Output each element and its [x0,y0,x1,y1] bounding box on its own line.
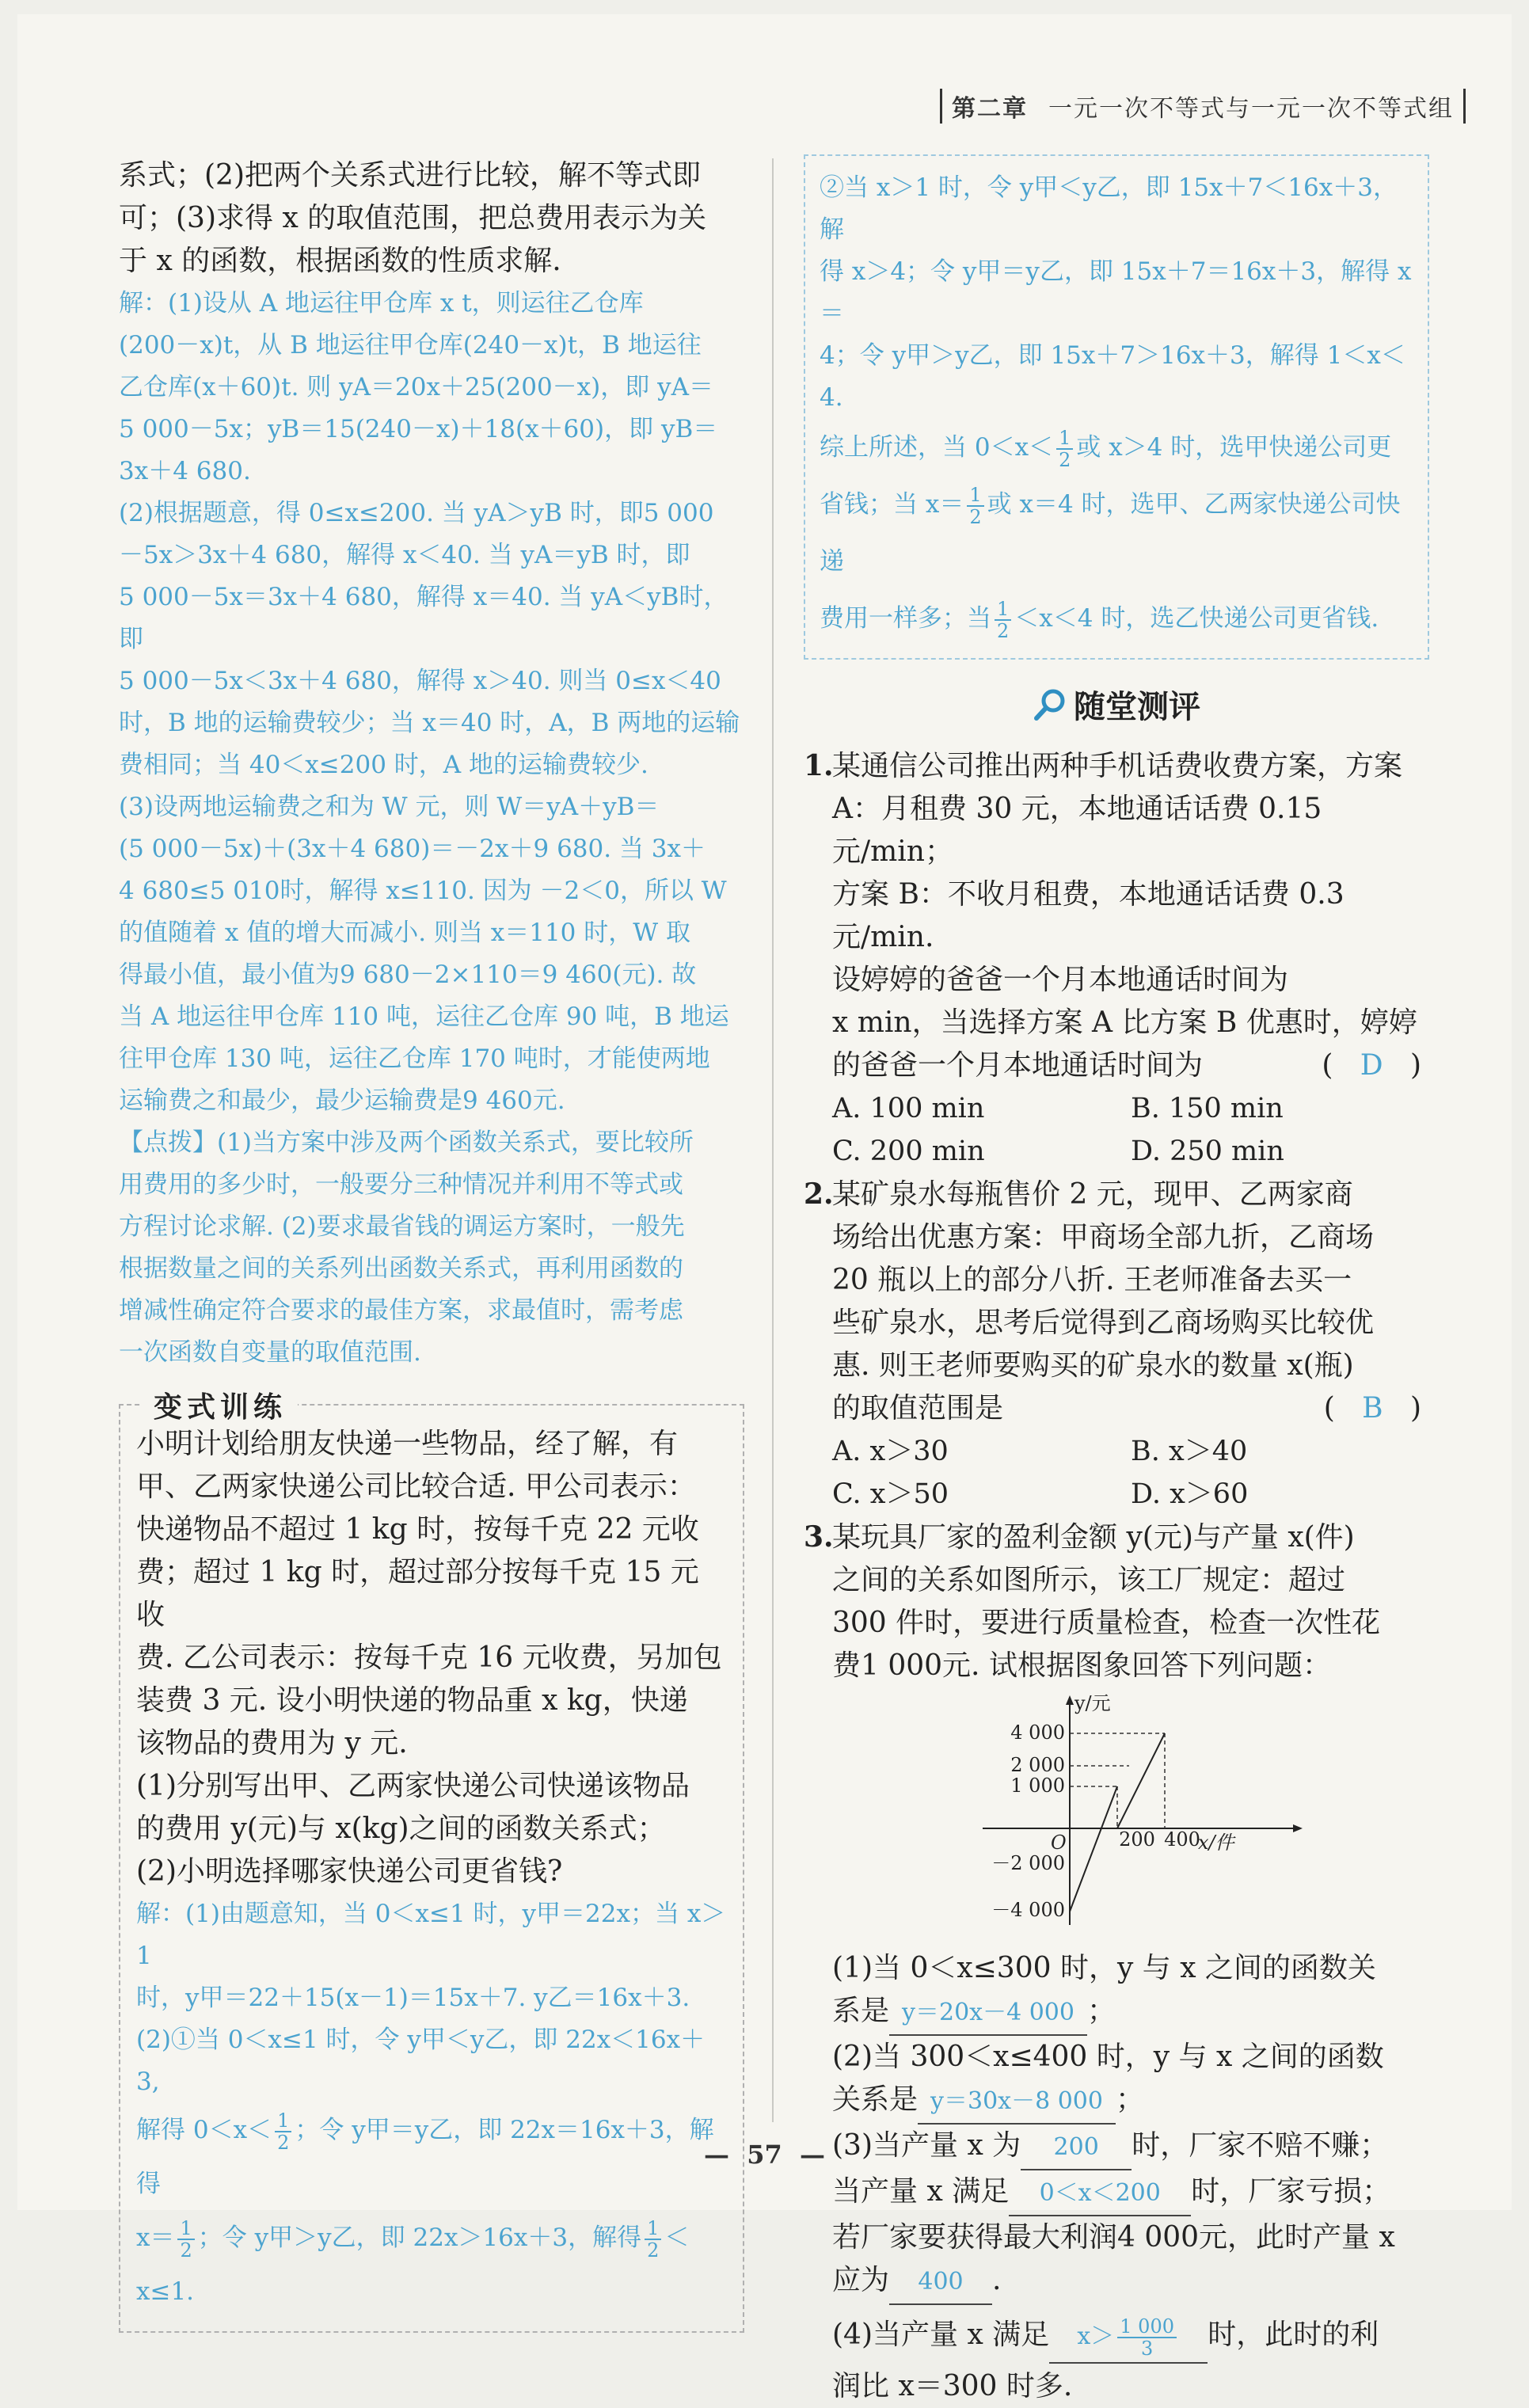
x-axis-label: x/件 [1198,1832,1234,1854]
x-tick-label: 200 [1119,1828,1155,1851]
solution-line: 5 000－5x＝3x＋4 680，解得 x＝40. 当 yA＜yB时，即 [119,583,728,653]
line-segment-1 [1070,1786,1117,1912]
answer-value: B [1362,1392,1383,1425]
answer-text: x＞ [1077,2322,1115,2350]
right-column [804,154,1429,2408]
solution-line: 当 A 地运往甲仓库 110 吨，运往乙仓库 90 吨，B 地运 [119,1002,729,1031]
chapter-label: 第二章 [952,95,1028,123]
tip-line: 方程讨论求解. (2)要求最省钱的调运方案时，一般先 [119,1212,685,1241]
intro-line: 于 x 的函数，根据函数的性质求解. [119,245,561,277]
fraction-numerator: 1 [1056,428,1073,450]
question-number: 2. [804,1177,834,1211]
text-fragment: 系是 [832,1995,890,2027]
tip-line: 用费用的多少时，一般要分三种情况并利用不等式或 [119,1170,683,1199]
solution-text [119,283,744,1122]
bracket-close: ) [1409,1049,1421,1082]
answer-blank: 400 [889,2261,992,2305]
text-fragment: 时，厂家不赔不赚； [1132,2129,1389,2162]
solution-line: 5 000－5x；yB＝15(240－x)＋18(x＋60)，即 yB＝ [119,415,718,443]
variant-line: 快递物品不超过 1 kg 时，按每千克 22 元收 [136,1513,699,1546]
question-line: 场给出优惠方案：甲商场全部九折，乙商场 [832,1221,1375,1253]
intro-text [119,154,744,283]
answer-blank: 200 [1021,2126,1132,2170]
text-fragment: x＝ [136,2224,175,2252]
question-text: 的取值范围是 [832,1392,1004,1425]
question-line: 某通信公司推出两种手机话费收费方案，方案 [832,750,1403,782]
solution-line: 时，B 地的运输费较少；当 x＝40 时，A，B 两地的运输 [119,709,740,737]
variant-title: 变式训练 [143,1385,298,1425]
line-segment-2 [1117,1733,1165,1828]
page-number-dash: — [703,2140,729,2170]
option: D. x＞60 [1131,1478,1249,1510]
page-number [0,2140,1529,2170]
tip-text [119,1122,744,1374]
question-line [832,2079,1429,2125]
question-line: 设婷婷的爸爸一个月本地通话时间为 [832,964,1289,996]
bracket-open: ( [1322,1049,1333,1082]
chapter-title: 一元一次不等式与一元一次不等式组 [1048,95,1454,123]
solution-line: (3)设两地运输费之和为 W 元，则 W＝yA＋yB＝ [119,793,660,821]
question-line [832,1990,1429,2036]
question-line: (2)当 300＜x≤400 时，y 与 x 之间的函数 [832,2041,1384,2073]
fraction [1117,2316,1177,2359]
question-line: x min，当选择方案 A 比方案 B 优惠时，婷婷 [832,1006,1417,1039]
variant-training-box [119,1391,744,2333]
origin-label: O [1051,1832,1067,1854]
answer-blank: y＝30x－8 000 [918,2080,1116,2125]
answer-value: D [1360,1049,1383,1082]
y-tick-label: －2 000 [991,1852,1065,1874]
y-axis-label: y/元 [1074,1692,1111,1714]
text-fragment: 解得 0＜x＜ [136,2116,272,2144]
variant-line: 小明计划给朋友快递一些物品，经了解，有 [136,1428,679,1460]
solution-line: (5 000－5x)＋(3x＋4 680)＝－2x＋9 680. 当 3x＋ [119,835,706,863]
x-axis-arrow [1293,1824,1303,1832]
text-fragment: (4)当产量 x 满足 [832,2319,1050,2351]
cont-line [820,476,1413,590]
fraction-denominator: 2 [277,2131,290,2154]
solution-line: 得最小值，最小值为9 680－2×110＝9 460(元). 故 [119,961,697,989]
running-header [940,89,1466,124]
question-line: 润比 x＝300 时多. [832,2370,1073,2402]
question-line [832,2170,1429,2216]
option: B. x＞40 [1131,1436,1248,1467]
question-line [832,2305,1429,2365]
question-line: 之间的关系如图所示，该工厂规定：超过 [832,1564,1346,1596]
solution-line: 乙仓库(x＋60)t. 则 yA＝20x＋25(200－x)，即 yA＝ [119,373,714,401]
fraction-numerator: 1 [275,2110,291,2132]
cont-line: ②当 x＞1 时，令 y甲＜y乙，即 15x＋7＜16x＋3，解 [820,173,1398,244]
question-3 [804,1516,1429,2408]
text-fragment: . [992,2264,1002,2296]
page-number-dash: — [800,2140,826,2170]
text-fragment: 当产量 x 满足 [832,2175,1010,2208]
question-text: 的爸爸一个月本地通话时间为 [832,1049,1204,1082]
variant-line: (2)小明选择哪家快递公司更省钱? [136,1855,563,1888]
variant-line: 甲、乙两家快递公司比较合适. 甲公司表示： [136,1470,696,1503]
y-tick-label: 2 000 [1010,1754,1065,1776]
fraction-denominator: 2 [969,505,982,528]
profit-graph [975,1694,1429,1944]
magnifier-icon [1033,687,1067,730]
continued-solution-box [804,154,1429,660]
solution-line: 4 680≤5 010时，解得 x≤110. 因为 －2＜0，所以 W [119,877,727,905]
fraction-denominator: 2 [180,2239,192,2262]
options [832,1087,1429,1173]
y-tick-label: －4 000 [991,1899,1065,1921]
fraction [1056,428,1073,470]
question-line: 费1 000元. 试根据图象回答下列问题： [832,1649,1331,1682]
fraction-denominator: 2 [647,2239,660,2262]
options [832,1430,1429,1516]
cont-line: 得 x＞4；令 y甲＝y乙，即 15x＋7＝16x＋3，解得 x＝ [820,257,1412,328]
cont-line [820,590,1413,647]
fraction [645,2218,661,2261]
solution-line: 解：(1)设从 A 地运往甲仓库 x t，则运往乙仓库 [119,289,644,318]
section-title-text: 随堂测评 [1074,689,1200,725]
answer-blank: 0＜x＜200 [1009,2172,1191,2216]
solution-line: 3x＋4 680. [119,457,251,485]
fraction [967,485,983,527]
question-line: 某矿泉水每瓶售价 2 元，现甲、乙两家商 [832,1178,1353,1211]
text-fragment: 省钱；当 x＝ [820,490,964,519]
variant-question [136,1423,727,1893]
option: A. x＞30 [832,1436,949,1467]
variant-sol-line: 时，y甲＝22＋15(x－1)＝15x＋7. y乙＝16x＋3. [136,1984,690,2012]
fraction-denominator: 2 [997,619,1010,642]
tip-line: 一次函数自变量的取值范围. [119,1338,421,1367]
solution-line: －5x＞3x＋4 680，解得 x＜40. 当 yA＝yB 时，即 [119,541,690,569]
variant-sol-line: 解：(1)由题意知，当 0＜x≤1 时，y甲＝22x；当 x＞1 [136,1900,726,1970]
fraction-numerator: 1 000 [1117,2316,1177,2338]
question-line: 方案 B：不收月租费，本地通话话费 0.3 元/min. [832,878,1345,953]
fraction-numerator: 1 [995,599,1011,621]
cont-line [820,419,1413,476]
variant-line: 费. 乙公司表示：按每千克 16 元收费，另加包 [136,1641,722,1674]
solution-line: 的值随着 x 值的增大而减小. 则当 x＝110 时，W 取 [119,919,690,947]
fraction [995,599,1011,641]
question-2 [804,1173,1429,1516]
graph-svg [975,1694,1307,1931]
answer-bracket [1322,1044,1429,1087]
fraction-numerator: 1 [177,2218,194,2240]
solution-line: 运输费之和最少，最少运输费是9 460元. [119,1086,565,1115]
solution-line: 费相同；当 40＜x≤200 时，A 地的运输费较少. [119,751,648,779]
question-1 [804,744,1429,1173]
option: C. x＞50 [832,1478,949,1510]
variant-sol-line: (2)①当 0＜x≤1 时，令 y甲＜y乙，即 22x＜16x＋3, [136,2026,706,2096]
question-line [832,2259,1429,2305]
text-fragment: ＜x＜4 时，选乙快递公司更省钱. [1014,604,1379,633]
text-fragment: 或 x＞4 时，选甲快递公司更 [1076,433,1392,462]
bracket-close: ) [1409,1392,1421,1425]
text-fragment: ；令 y甲＝y乙，即 22x＝16x＋3，解得 [136,2116,714,2198]
fraction-denominator: 3 [1141,2338,1154,2360]
intro-line: 可；(3)求得 x 的取值范围，把总费用表示为关 [119,202,707,234]
question-line [832,1387,1429,1430]
answer-blank [1049,2316,1208,2364]
text-fragment: 时，此时的利 [1208,2319,1379,2351]
fraction-numerator: 1 [645,2218,661,2240]
answer-blank: y＝20x－4 000 [889,1991,1087,2036]
solution-line: 往甲仓库 130 吨，运往乙仓库 170 吨时，才能使两地 [119,1044,710,1073]
variant-sol-line [136,2211,727,2319]
question-line: 些矿泉水，思考后觉得到乙商场购买比较优 [832,1307,1375,1339]
question-line: 300 件时，要进行质量检查，检查一次性花 [832,1607,1381,1639]
bracket-open: ( [1323,1392,1335,1425]
intro-line: 系式；(2)把两个关系式进行比较，解不等式即 [119,159,701,192]
variant-line: 费；超过 1 kg 时，超过部分按每千克 15 元收 [136,1556,699,1631]
option: A. 100 min [832,1093,985,1124]
text-fragment: (3)当产量 x 为 [832,2129,1021,2162]
y-tick-label: 1 000 [1010,1775,1065,1797]
section-title [804,682,1429,730]
tip-line: 【点拨】(1)当方案中涉及两个函数关系式，要比较所 [119,1128,694,1157]
variant-line: 该物品的费用为 y 元. [136,1727,408,1759]
question-line: A：月租费 30 元，本地通话话费 0.15 元/min； [832,793,1322,868]
text-fragment: ；令 y甲＞y乙，即 22x＞16x＋3，解得 [197,2224,642,2252]
solution-line: 5 000－5x＜3x＋4 680，解得 x＞40. 则当 0≤x＜40 [119,667,721,695]
variant-solution [136,1893,727,2319]
y-tick-label: 4 000 [1010,1721,1065,1744]
question-number: 3. [804,1520,834,1554]
text-fragment: 费用一样多；当 [820,604,991,633]
option: B. 150 min [1131,1093,1284,1124]
answer-bracket [1324,1387,1429,1430]
fraction-numerator: 1 [967,485,983,507]
question-line: 若厂家要获得最大利润4 000元，此时产量 x [832,2221,1395,2254]
column-divider [772,158,774,2122]
solution-line: (2)根据题意，得 0≤x≤200. 当 yA＞yB 时，即5 000 [119,499,714,527]
text-fragment: ＜x≤1. [136,2224,690,2306]
x-tick-label: 400 [1164,1828,1200,1851]
variant-line: 的费用 y(元)与 x(kg)之间的函数关系式； [136,1813,666,1845]
question-number: 1. [804,749,834,782]
left-column [119,154,744,2333]
text-fragment: 关系是 [832,2083,919,2116]
text-fragment: ； [1087,1995,1116,2027]
text-fragment: ； [1116,2083,1145,2116]
y-axis-arrow [1066,1695,1074,1705]
option: D. 250 min [1131,1136,1284,1167]
text-fragment: 综上所述，当 0＜x＜ [820,433,1054,462]
tip-line: 增减性确定符合要求的最佳方案，求最值时，需考虑 [119,1296,683,1325]
text-fragment: 应为 [832,2264,890,2296]
fraction [177,2218,194,2261]
variant-line: (1)分别写出甲、乙两家快递公司快递该物品 [136,1770,690,1802]
question-line: 惠. 则王老师要购买的矿泉水的数量 x(瓶) [832,1349,1354,1382]
page-number-value: 57 [747,2140,782,2170]
text-fragment: 或 x＝4 时，选甲、乙两家快递公司快递 [820,490,1401,576]
question-line [832,1044,1429,1087]
question-line: (1)当 0＜x≤300 时，y 与 x 之间的函数关 [832,1952,1376,1984]
fraction-denominator: 2 [1059,448,1071,471]
question-line: 20 瓶以上的部分八折. 王老师准备去买一 [832,1264,1352,1296]
question-line: 某玩具厂家的盈利金额 y(元)与产量 x(件) [832,1521,1355,1554]
tip-line: 根据数量之间的关系列出函数关系式，再利用函数的 [119,1254,683,1283]
cont-line: 4；令 y甲＞y乙，即 15x＋7＞16x＋3，解得 1＜x＜4. [820,341,1405,412]
variant-line: 装费 3 元. 设小明快递的物品重 x kg，快递 [136,1684,688,1717]
text-fragment: 时，厂家亏损； [1191,2175,1391,2208]
option: C. 200 min [832,1136,985,1167]
solution-line: (200－x)t，从 B 地运往甲仓库(240－x)t，B 地运往 [119,331,702,359]
